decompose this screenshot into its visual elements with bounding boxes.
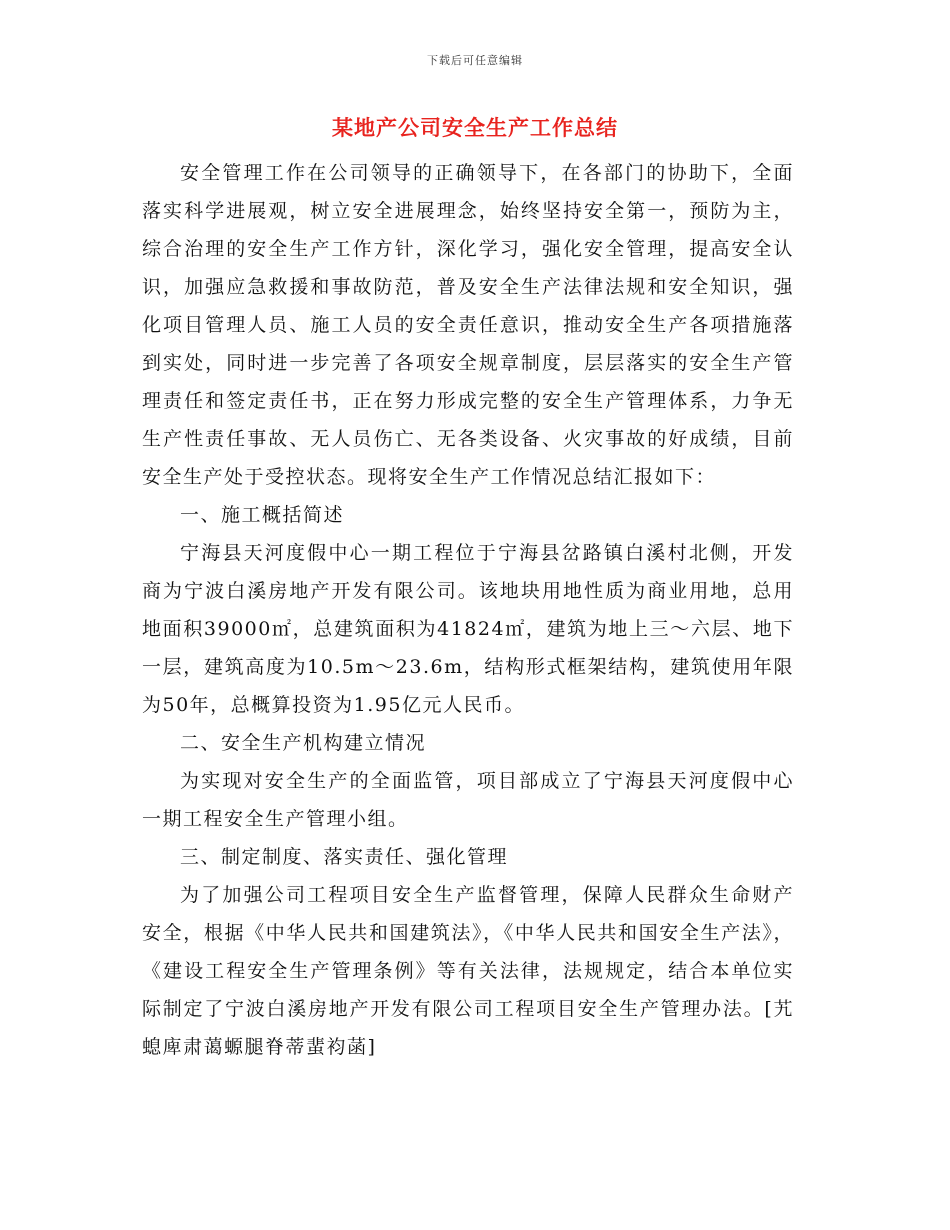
- section-heading-2: 二、安全生产机构建立情况: [180, 732, 427, 754]
- page-header: 下载后可任意编辑: [427, 54, 523, 67]
- paragraph-safety-organization: 为实现对安全生产的全面监管，项目部成立了宁海县天河度假中心一期工程安全生产管理小组。: [142, 770, 794, 830]
- section-heading-3: 三、制定制度、落实责任、强化管理: [180, 846, 509, 868]
- document-title: 某地产公司安全生产工作总结: [332, 115, 618, 140]
- paragraph-project-overview: 宁海县天河度假中心一期工程位于宁海县岔路镇白溪村北侧，开发商为宁波白溪房地产开发有限公司。该地块用地性质为商业用地，总用地面积39000㎡，总建筑面积为41824㎡，建筑为地上三～六层、地下一层，建筑高度为10.5m～23.6m，结构形式框架结构，建筑使用年限为50年，总概算投资为1.95亿元人民币。: [142, 542, 794, 716]
- document-body: [142, 154, 794, 1066]
- paragraph-intro: 安全管理工作在公司领导的正确领导下，在各部门的协助下，全面落实科学进展观，树立安全进展理念，始终坚持安全第一，预防为主，综合治理的安全生产工作方针，深化学习，强化安全管理，提高安全认识，加强应急救援和事故防范，普及安全生产法律法规和安全知识，强化项目管理人员、施工人员的安全责任意识，推动安全生产各项措施落到实处，同时进一步完善了各项安全规章制度，层层落实的安全生产管理责任和签定责任书，正在努力形成完整的安全生产管理体系，力争无生产性责任事故、无人员伤亡、无各类设备、火灾事故的好成绩，目前安全生产处于受控状态。现将安全生产工作情况总结汇报如下：: [142, 162, 794, 488]
- section-heading-1: 一、施工概括简述: [180, 504, 345, 526]
- paragraph-regulations: 为了加强公司工程项目安全生产监督管理，保障人民群众生命财产安全，根据《中华人民共和国建筑法》，《中华人民共和国安全生产法》，《建设工程安全生产管理条例》等有关法律，法规规定，结合本单位实际制定了宁波白溪房地产开发有限公司工程项目安全生产管理办法。[艽螅庳肃蔼螈腿脊蒂蜚袀菡]: [142, 884, 794, 1058]
